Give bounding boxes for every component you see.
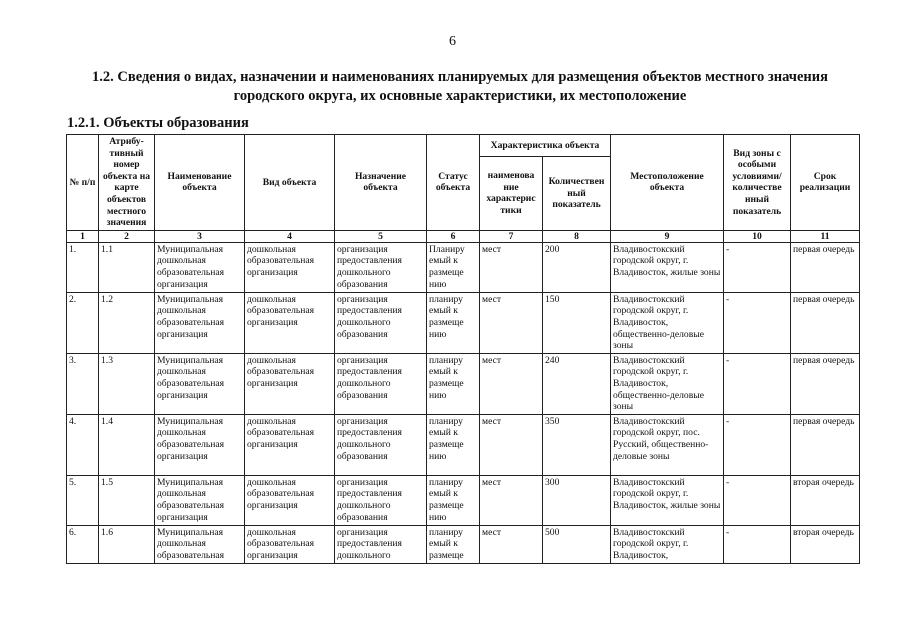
- column-number: 7: [480, 230, 543, 242]
- cell-zone: -: [724, 525, 791, 563]
- cell-term: первая очередь: [791, 292, 860, 353]
- cell-kind: дошкольная образовательная организация: [245, 414, 335, 475]
- cell-attr: 1.5: [99, 475, 155, 525]
- cell-char-value: 300: [543, 475, 611, 525]
- cell-attr: 1.2: [99, 292, 155, 353]
- cell-status: планиру емый к размеще нию: [427, 353, 480, 414]
- cell-char-value: 500: [543, 525, 611, 563]
- table-row: [67, 292, 860, 353]
- cell-attr: 1.4: [99, 414, 155, 475]
- cell-char-value: 200: [543, 242, 611, 292]
- header-name: Наименование объекта: [155, 135, 245, 231]
- cell-status: планиру емый к размеще нию: [427, 475, 480, 525]
- header-num: № п/п: [67, 135, 99, 231]
- table-row: [67, 475, 860, 525]
- header-characteristics: Характеристика объекта: [480, 135, 611, 157]
- cell-name: Муниципальная дошкольная образовательная организация: [155, 353, 245, 414]
- header-purpose: Назначение объекта: [335, 135, 427, 231]
- cell-term: первая очередь: [791, 353, 860, 414]
- section-title: 1.2. Сведения о видах, назначении и наименованиях планируемых для размещения объектов местного значения городского округа, их основные характеристики, их местоположение: [92, 69, 828, 104]
- column-number: 11: [791, 230, 860, 242]
- cell-num: 6.: [67, 525, 99, 563]
- cell-attr: 1.3: [99, 353, 155, 414]
- header-char-name: наименова ние характерис тики: [480, 156, 543, 230]
- cell-location: Владивостокский городской округ, пос. Русский, общественно-деловые зоны: [611, 414, 724, 475]
- cell-name: Муниципальная дошкольная образовательная организация: [155, 475, 245, 525]
- cell-term: первая очередь: [791, 414, 860, 475]
- table-row: [67, 525, 860, 563]
- cell-zone: -: [724, 353, 791, 414]
- cell-status: планиру емый к размеще нию: [427, 414, 480, 475]
- cell-name: Муниципальная дошкольная образовательная организация: [155, 242, 245, 292]
- column-number: 3: [155, 230, 245, 242]
- cell-location: Владивостокский городской округ, г. Владивосток, жилые зоны: [611, 475, 724, 525]
- column-number: 10: [724, 230, 791, 242]
- cell-zone: -: [724, 292, 791, 353]
- cell-char-value: 150: [543, 292, 611, 353]
- cell-char-name: мест: [480, 525, 543, 563]
- column-number: 2: [99, 230, 155, 242]
- column-number: 1: [67, 230, 99, 242]
- cell-name: Муниципальная дошкольная образовательная организация: [155, 414, 245, 475]
- cell-name: Муниципальная дошкольная образовательная организация: [155, 292, 245, 353]
- cell-location: Владивостокский городской округ, г. Владивосток,: [611, 525, 724, 563]
- page-number: 6: [449, 34, 456, 49]
- cell-kind: дошкольная образовательная организация: [245, 292, 335, 353]
- cell-char-value: 350: [543, 414, 611, 475]
- cell-char-value: 240: [543, 353, 611, 414]
- header-term: Срок реализации: [791, 135, 860, 231]
- cell-purpose: организация предоставления дошкольного: [335, 525, 427, 563]
- column-number: 6: [427, 230, 480, 242]
- cell-status: планиру емый к размеще нию: [427, 292, 480, 353]
- header-attr: Атрибу-тивный номер объекта на карте объектов местного значения: [99, 135, 155, 231]
- cell-char-name: мест: [480, 242, 543, 292]
- table-row: [67, 242, 860, 292]
- cell-char-name: мест: [480, 353, 543, 414]
- objects-table: [66, 134, 860, 564]
- header-location: Местоположение объекта: [611, 135, 724, 231]
- cell-purpose: организация предоставления дошкольного образования: [335, 353, 427, 414]
- cell-location: Владивостокский городской округ, г. Владивосток, общественно-деловые зоны: [611, 292, 724, 353]
- cell-num: 3.: [67, 353, 99, 414]
- cell-num: 5.: [67, 475, 99, 525]
- cell-char-name: мест: [480, 292, 543, 353]
- subsection-title: 1.2.1. Объекты образования: [67, 115, 249, 131]
- column-number: 9: [611, 230, 724, 242]
- cell-num: 1.: [67, 242, 99, 292]
- cell-zone: -: [724, 475, 791, 525]
- cell-zone: -: [724, 414, 791, 475]
- header-row: [67, 135, 860, 157]
- cell-purpose: организация предоставления дошкольного образования: [335, 242, 427, 292]
- cell-attr: 1.6: [99, 525, 155, 563]
- column-number: 8: [543, 230, 611, 242]
- cell-zone: -: [724, 242, 791, 292]
- cell-name: Муниципальная дошкольная образовательная: [155, 525, 245, 563]
- header-status: Статус объекта: [427, 135, 480, 231]
- cell-attr: 1.1: [99, 242, 155, 292]
- cell-num: 2.: [67, 292, 99, 353]
- cell-char-name: мест: [480, 414, 543, 475]
- table-row: [67, 353, 860, 414]
- cell-term: вторая очередь: [791, 525, 860, 563]
- cell-kind: дошкольная образовательная организация: [245, 525, 335, 563]
- cell-kind: дошкольная образовательная организация: [245, 353, 335, 414]
- cell-term: первая очередь: [791, 242, 860, 292]
- column-number: 5: [335, 230, 427, 242]
- cell-purpose: организация предоставления дошкольного образования: [335, 475, 427, 525]
- cell-num: 4.: [67, 414, 99, 475]
- cell-purpose: организация предоставления дошкольного образования: [335, 292, 427, 353]
- column-numbers-row: [67, 230, 860, 242]
- cell-kind: дошкольная образовательная организация: [245, 475, 335, 525]
- cell-purpose: организация предоставления дошкольного образования: [335, 414, 427, 475]
- cell-kind: дошкольная образовательная организация: [245, 242, 335, 292]
- cell-char-name: мест: [480, 475, 543, 525]
- table-row: [67, 414, 860, 475]
- cell-location: Владивостокский городской округ, г. Владивосток, общественно-деловые зоны: [611, 353, 724, 414]
- cell-location: Владивостокский городской округ, г. Владивосток, жилые зоны: [611, 242, 724, 292]
- cell-status: планиру емый к размеще: [427, 525, 480, 563]
- cell-term: вторая очередь: [791, 475, 860, 525]
- header-char-value: Количествен ный показатель: [543, 156, 611, 230]
- column-number: 4: [245, 230, 335, 242]
- cell-status: Планиру емый к размеще нию: [427, 242, 480, 292]
- header-zone: Вид зоны с особыми условиями/ количестве нный показатель: [724, 135, 791, 231]
- header-kind: Вид объекта: [245, 135, 335, 231]
